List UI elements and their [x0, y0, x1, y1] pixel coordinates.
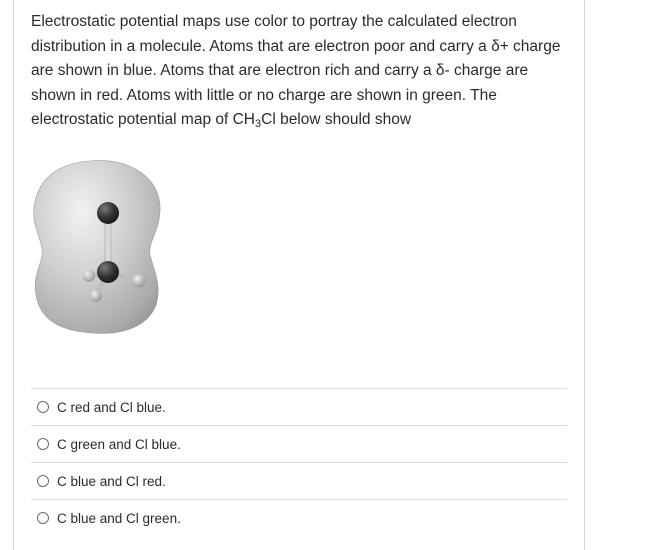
choice-2[interactable]	[31, 425, 567, 462]
radio-button[interactable]	[37, 438, 49, 450]
choice-1[interactable]	[31, 388, 567, 425]
hydrogen-atom-bottom	[90, 290, 102, 302]
question-text-subscript: 3	[255, 118, 262, 130]
question-panel	[13, 0, 585, 550]
radio-button[interactable]	[37, 512, 49, 524]
carbon-atom	[97, 261, 119, 283]
hydrogen-atom-left	[83, 270, 95, 282]
choice-label: C green and Cl blue.	[57, 436, 181, 452]
potential-surface	[34, 160, 160, 333]
choice-3[interactable]	[31, 462, 567, 499]
question-text-end: Cl below should show	[261, 111, 412, 128]
choice-label: C blue and Cl red.	[57, 473, 166, 489]
choice-label: C red and Cl blue.	[57, 399, 166, 415]
hydrogen-atom-right	[133, 275, 146, 288]
radio-button[interactable]	[37, 401, 49, 413]
answer-choices	[31, 388, 567, 536]
choice-4[interactable]	[31, 499, 567, 536]
chlorine-atom	[97, 202, 119, 224]
electrostatic-potential-map-image	[30, 155, 164, 337]
question-text-main: Electrostatic potential maps use color to portray the calculated electron distribution in a molecule. Atoms that are electron poor and carry a δ+ charge are shown in blue. Atoms that are electron rich and carry a δ- charge are shown in red. Atoms with little or no charge are shown in green. The electrostatic potential map of CH	[31, 13, 561, 128]
choice-label: C blue and Cl green.	[57, 510, 181, 526]
radio-button[interactable]	[37, 475, 49, 487]
question-text	[31, 10, 571, 133]
